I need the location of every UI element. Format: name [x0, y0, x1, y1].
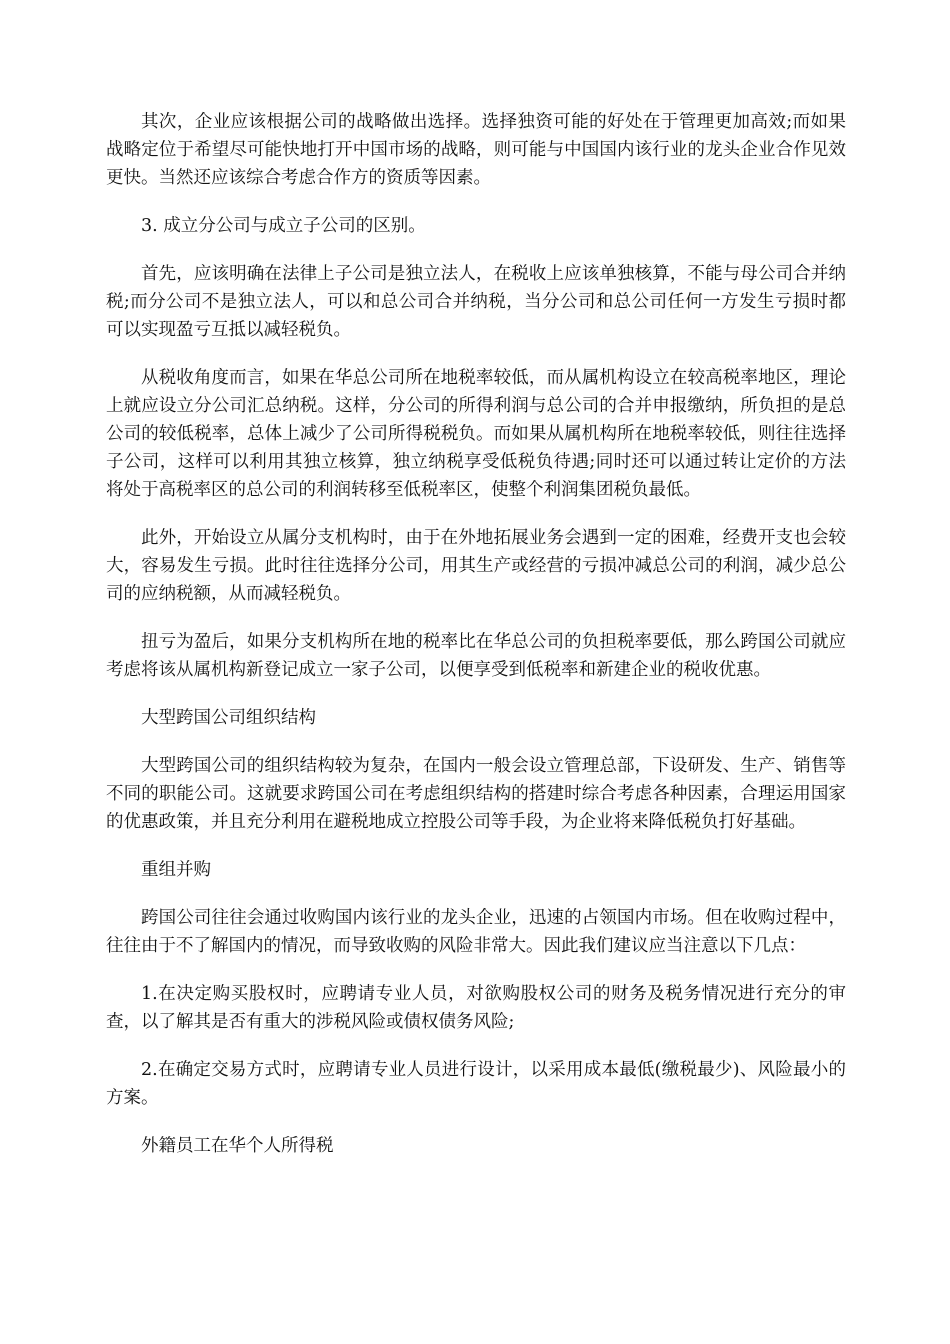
paragraph-strategy-choice: 其次，企业应该根据公司的战略做出选择。选择独资可能的好处在于管理更加高效;而如果战略定位于希望尽可能快地打开中国市场的战略，则可能与中国国内该行业的龙头企业合作见效更快。当然还应该综合考虑合作方的资质等因素。: [106, 112, 846, 188]
paragraph-after-profit: 扭亏为盈后，如果分支机构所在地的税率比在华总公司的负担税率要低，那么跨国公司就应考虑将该从属机构新登记成立一家子公司，以便享受到低税率和新建企业的税收优惠。: [106, 632, 846, 680]
section-heading-expat-income-tax: 外籍员工在华个人所得税: [141, 1136, 334, 1156]
list-item-transaction-method: 2.在确定交易方式时，应聘请专业人员进行设计，以采用成本最低(缴税最少)、风险最小的方案。: [106, 1060, 846, 1108]
paragraph-legal-entity: 首先，应该明确在法律上子公司是独立法人，在税收上应该单独核算，不能与母公司合并纳税;而分公司不是独立法人，可以和总公司合并纳税，当分公司和总公司任何一方发生亏损时都可以实现盈亏互抵以减轻税负。: [106, 264, 846, 340]
paragraph-tax-perspective: 从税收角度而言，如果在华总公司所在地税率较低，而从属机构设立在较高税率地区，理论上就应设立分公司汇总纳税。这样，分公司的所得利润与总公司的合并申报缴纳，所负担的是总公司的较低税率，总体上减少了公司所得税税负。而如果从属机构所在地税率较低，则往往选择子公司，这样可以利用其独立核算，独立纳税享受低税负待遇;同时还可以通过转让定价的方法将处于高税率区的总公司的利润转移至低税率区，使整个利润集团税负最低。: [106, 368, 846, 500]
section-heading-branch-vs-subsidiary: 3. 成立分公司与成立子公司的区别。: [141, 216, 426, 236]
document-page: [106, 108, 846, 1180]
list-item-equity-purchase: 1.在决定购买股权时，应聘请专业人员，对欲购股权公司的财务及税务情况进行充分的审查，以了解其是否有重大的涉税风险或债权债务风险;: [106, 984, 846, 1032]
paragraph-initial-setup: 此外，开始设立从属分支机构时，由于在外地拓展业务会遇到一定的困难，经费开支也会较大，容易发生亏损。此时往往选择分公司，用其生产或经营的亏损冲减总公司的利润，减少总公司的应纳税额，从而减轻税负。: [106, 528, 846, 604]
paragraph-mergers-intro: 跨国公司往往会通过收购国内该行业的龙头企业，迅速的占领国内市场。但在收购过程中，往往由于不了解国内的情况，而导致收购的风险非常大。因此我们建议应当注意以下几点：: [106, 908, 846, 956]
paragraph-org-structure: 大型跨国公司的组织结构较为复杂，在国内一般会设立管理总部，下设研发、生产、销售等不同的职能公司。这就要求跨国公司在考虑组织结构的搭建时综合考虑各种因素，合理运用国家的优惠政策，并且充分利用在避税地成立控股公司等手段，为企业将来降低税负打好基础。: [106, 756, 846, 832]
section-heading-org-structure: 大型跨国公司组织结构: [141, 708, 316, 728]
section-heading-mergers: 重组并购: [141, 860, 211, 880]
